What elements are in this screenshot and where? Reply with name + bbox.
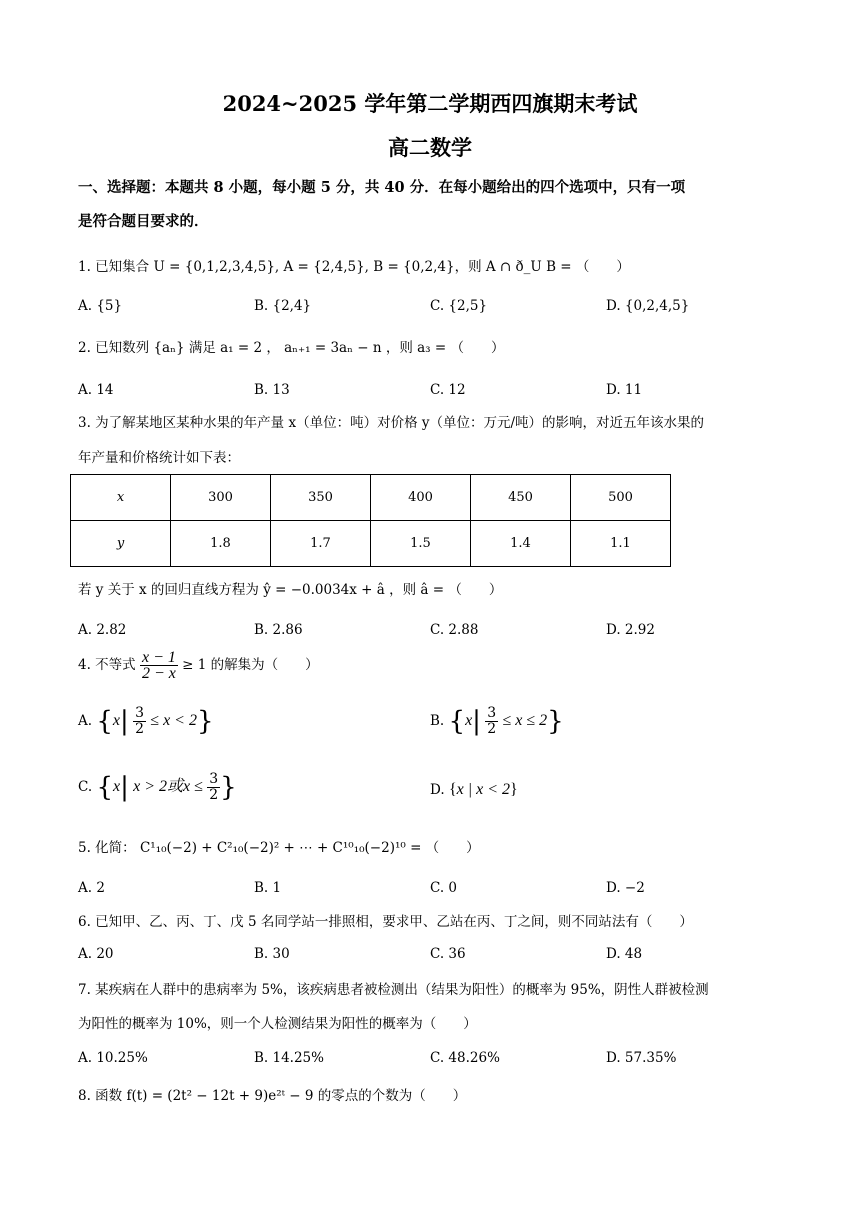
q1-option-c: C. {2,5}	[430, 298, 488, 314]
question-4-stem	[78, 650, 788, 681]
q7-option-d: D. 57.35%	[606, 1050, 677, 1066]
table-row-x	[71, 475, 671, 521]
q4-fraction	[140, 650, 178, 681]
fraction-numerator: 3	[487, 705, 497, 721]
q5-option-c: C. 0	[430, 880, 458, 896]
table-cell: 1.7	[271, 521, 371, 567]
fraction-denominator: 2 − x	[141, 665, 176, 682]
q2-option-a: A. 14	[78, 382, 114, 398]
set-condition: ≤ x ≤ 2	[502, 712, 548, 729]
section-heading-line2: 是符合题目要求的．	[78, 213, 209, 230]
q6-option-a: A. 20	[78, 946, 114, 962]
table-cell: 1.1	[571, 521, 671, 567]
q2-option-c: C. 12	[430, 382, 466, 398]
question-2-stem: 2. 已知数列 {aₙ} 满足 a₁ = 2 ， aₙ₊₁ = 3aₙ − n ，则 a₃ = （ ）	[78, 340, 505, 356]
table-cell: 400	[371, 475, 471, 521]
question-3-stem-line1: 3. 为了解某地区某种水果的年产量 x（单位：吨）对价格 y（单位：万元/吨）的影响，对近五年该水果的	[78, 415, 705, 431]
question-3-stem-line3: 若 y 关于 x 的回归直线方程为 ŷ = −0.0034x + â ，则 â = （ ）	[78, 582, 503, 598]
set-var: x	[112, 778, 121, 795]
set-condition: x > 2或x ≤	[133, 778, 203, 795]
q4-text-before: 4. 不等式	[78, 657, 136, 673]
question-7-stem-line1: 7. 某疾病在人群中的患病率为 5%，该疾病患者被检测出（结果为阳性）的概率为 95%，阴性人群被检测	[78, 982, 709, 998]
fraction-numerator: 3	[135, 705, 144, 721]
q6-option-b: B. 30	[254, 946, 290, 962]
set-body: x | x < 2	[456, 781, 511, 798]
q7-option-c: C. 48.26%	[430, 1050, 500, 1066]
q1-option-a: A. {5}	[78, 298, 123, 314]
fraction-denominator: 2	[487, 721, 497, 737]
table-row-y	[71, 521, 671, 567]
exam-subject: 高二数学	[388, 135, 472, 160]
q4-option-c: C. {x| x > 2或x ≤ $\frac{3}{2}$ }	[78, 771, 237, 803]
option-label: A.	[78, 713, 93, 729]
q3-option-c: C. 2.88	[430, 622, 479, 638]
question-3-stem-line2: 年产量和价格统计如下表：	[78, 450, 240, 466]
fraction-numerator: 3	[209, 771, 219, 787]
q1-option-d: D. {0,2,4,5}	[606, 298, 690, 314]
q4-text-after: ≥ 1 的解集为（ ）	[182, 657, 319, 673]
table-cell: 1.4	[471, 521, 571, 567]
question-1-stem: 1. 已知集合 U = {0,1,2,3,4,5}, A = {2,4,5}, B = {0,2,4}，则 A ∩ ð_U B = （ ）	[78, 259, 630, 275]
q4-option-a: A. {x| $\frac{3}{2}$ ≤ x < 2}	[78, 705, 214, 737]
table-cell: 350	[271, 475, 371, 521]
q5-option-b: B. 1	[254, 880, 282, 896]
option-label: B.	[430, 713, 445, 729]
option-label: D.	[430, 782, 445, 798]
q6-option-c: C. 36	[430, 946, 466, 962]
fraction-denominator: 2	[135, 721, 144, 737]
section-heading-line1: 一、选择题：本题共 8 小题，每小题 5 分，共 40 分．在每小题给出的四个选项中，只有一项	[78, 179, 686, 196]
q3-option-b: B. 2.86	[254, 622, 303, 638]
q1-option-b: B. {2,4}	[254, 298, 312, 314]
q5-option-d: D. −2	[606, 880, 645, 896]
table-cell: 1.8	[171, 521, 271, 567]
q7-option-a: A. 10.25%	[78, 1050, 148, 1066]
q3-option-a: A. 2.82	[78, 622, 127, 638]
option-label: C.	[78, 779, 93, 795]
q6-option-d: D. 48	[606, 946, 643, 962]
fraction-denominator: 2	[209, 787, 219, 803]
table-cell: 500	[571, 475, 671, 521]
q2-option-d: D. 11	[606, 382, 643, 398]
table-cell: 450	[471, 475, 571, 521]
exam-title: 2024~2025 学年第二学期西四旗期末考试	[222, 91, 638, 116]
set-var: x	[112, 712, 120, 729]
q7-option-b: B. 14.25%	[254, 1050, 324, 1066]
data-table	[70, 474, 671, 567]
q5-option-a: A. 2	[78, 880, 105, 896]
question-8-stem: 8. 函数 f(t) = (2t² − 12t + 9)e²ᵗ − 9 的零点的个数为（ ）	[78, 1088, 467, 1104]
table-cell: y	[71, 521, 171, 567]
table-cell: x	[71, 475, 171, 521]
fraction-numerator: x − 1	[141, 649, 176, 666]
table-cell: 1.5	[371, 521, 471, 567]
set-var: x	[465, 712, 473, 729]
q4-option-b: B. {x| $\frac{3}{2}$ ≤ x ≤ 2}	[430, 705, 564, 737]
question-6-stem: 6. 已知甲、乙、丙、丁、戊 5 名同学站一排照相，要求甲、乙站在丙、丁之间，则不同站法有（ ）	[78, 914, 693, 930]
q3-option-d: D. 2.92	[606, 622, 655, 638]
q2-option-b: B. 13	[254, 382, 290, 398]
set-condition: ≤ x < 2	[150, 712, 197, 729]
q4-option-d: D. {x | x < 2}	[430, 781, 518, 798]
table-cell: 300	[171, 475, 271, 521]
question-5-stem: 5. 化简： C¹₁₀(−2) + C²₁₀(−2)² + ⋯ + C¹⁰₁₀(−2)¹⁰ = （ ）	[78, 840, 480, 856]
question-7-stem-line2: 为阳性的概率为 10%，则一个人检测结果为阳性的概率为（ ）	[78, 1016, 477, 1032]
